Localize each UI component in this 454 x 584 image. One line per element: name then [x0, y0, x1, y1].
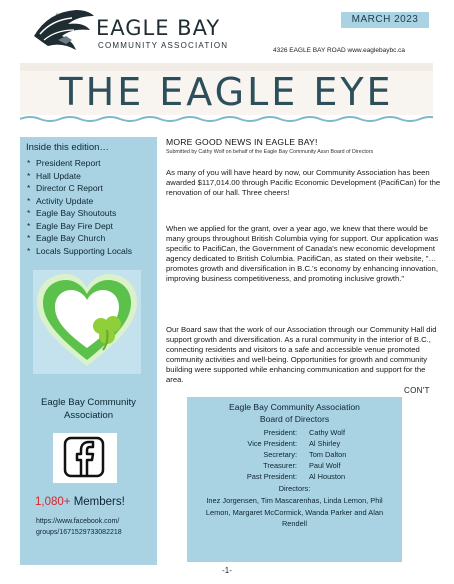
list-item: * Eagle Bay Church [27, 233, 106, 243]
board-row: Treasurer: Paul Wolf [263, 461, 341, 470]
board-subtitle: Board of Directors [259, 414, 330, 424]
list-item: * Eagle Bay Fire Dept [27, 220, 113, 231]
heart-shamrock-icon [33, 270, 141, 374]
directors-names: Inez Jorgensen, Tim Mascarenhas, Linda Lemon, Phil Lemon, Margaret McCormick, Wanda Parker and Alan Rendell [205, 496, 384, 528]
board-row: Vice President: Al Shirley [247, 439, 341, 448]
facebook-group-link[interactable]: https://www.facebook.com/ groups/1671529733082218 [36, 518, 122, 536]
members-count: 1,080+ Members! [35, 496, 125, 508]
article-title: MORE GOOD NEWS IN EAGLE BAY! [166, 137, 318, 147]
contents-list [27, 157, 132, 257]
masthead-title: THE EAGLE EYE [59, 70, 394, 114]
issue-date-badge: MARCH 2023 [341, 12, 429, 28]
article-paragraph: When we applied for the grant, over a year ago, we knew that there would be many groups throughout British Columbia vying for support. Our application was specific to PacifiCan, the Government of Canada's new economic development agency dedicated to British Columbia. PacifiCan, as stated on their website, "…promotes growth and diversification in B.C.'s economy by enhancing innovation, improving business competitiveness, and promoting inclusive growth." [166, 224, 439, 284]
wave-divider [20, 113, 433, 125]
page-number: -1- [222, 566, 232, 575]
org-subtitle: COMMUNITY ASSOCIATION [98, 41, 229, 50]
list-item: * Director C Report [27, 183, 103, 193]
article-paragraph: As many of you will have heard by now, our Community Association has been awarded $117,014.00 through Pacific Economic Development (PacifiCan) for the renovation of our hall. Three cheers! [166, 168, 441, 198]
list-item: * President Report [27, 158, 101, 168]
board-title: Eagle Bay Community Association [229, 402, 360, 412]
board-row: Past President: Al Houston [246, 472, 346, 481]
org-name: EAGLE BAY [96, 16, 221, 40]
list-item: * Locals Supporting Locals [27, 245, 133, 256]
article-paragraph: Our Board saw that the work of our Association through our Community Hall did support growth and diversification. As a rural community in the interior of B.C., connecting residents and visitors to a safe and accessible venue promoted community activities and well-being. Opportunities for growth and community building were supported while enhancing communication and support for the area. [166, 325, 437, 385]
inside-edition-title: Inside this edition… [26, 142, 109, 153]
association-label: Eagle Bay Community Association [41, 397, 136, 421]
list-item: * Hall Update [27, 170, 81, 181]
logo-est-text: EST 1983 [56, 12, 74, 17]
continued-label: CON'T [404, 386, 430, 395]
list-item: * Eagle Bay Shoutouts [27, 208, 117, 218]
board-row: President: Cathy Wolf [263, 428, 346, 437]
eagle-logo-icon [28, 6, 98, 58]
board-row: Secretary: Tom Dalton [263, 450, 347, 459]
directors-label: Directors: [278, 484, 311, 493]
article-byline: Submitted by Cathy Wolf on behalf of the Eagle Bay Community Assn Board of Directors [166, 149, 374, 155]
list-item: * Activity Update [27, 195, 94, 206]
facebook-icon[interactable] [63, 436, 105, 478]
address-line: 4326 EAGLE BAY ROAD www.eaglebaybc.ca [273, 47, 405, 54]
